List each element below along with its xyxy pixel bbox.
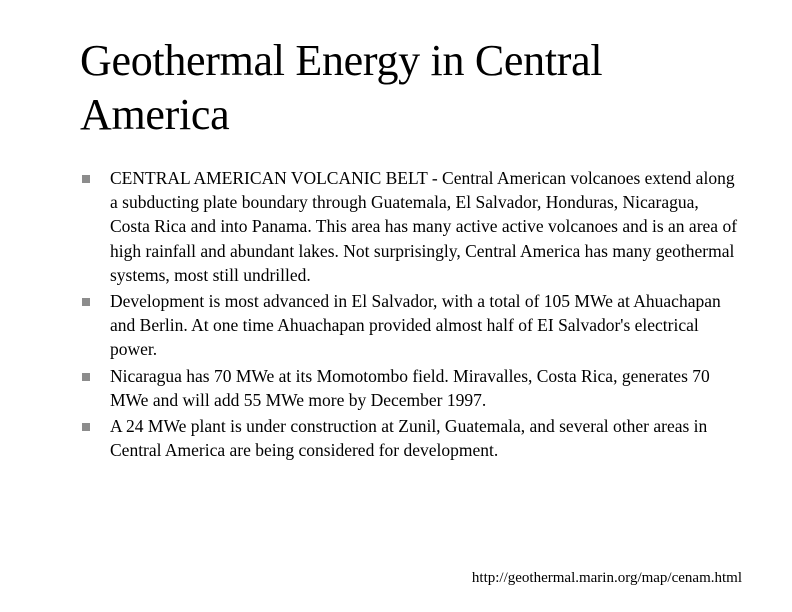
square-bullet-icon [82,175,90,183]
bullet-text: A 24 MWe plant is under construction at Zunil, Guatemala, and several other areas in Central America are being considered for development. [110,416,708,461]
bullet-item-nicaragua-costa-rica [80,364,740,412]
square-bullet-icon [82,423,90,431]
bullet-list [80,166,740,464]
bullet-item-guatemala [80,414,740,462]
bullet-text: CENTRAL AMERICAN VOLCANIC BELT - Central American volcanoes extend along a subducting plate boundary through Guatemala, El Salvador, Honduras, Nicaragua, Costa Rica and into Panama. This area has many active active volcanoes and is an area of high rainfall and abundant lakes. Not surprisingly, Central America has many geothermal systems, most still undrilled. [110,168,738,285]
bullet-text: Development is most advanced in El Salvador, with a total of 105 MWe at Ahuachapan and Berlin. At one time Ahuachapan provided almost half of EI Salvador's electrical power. [110,291,721,360]
square-bullet-icon [82,373,90,381]
source-url: http://geothermal.marin.org/map/cenam.html [471,570,742,586]
bullet-item-el-salvador [80,289,740,362]
bullet-item-volcanic-belt [80,166,740,287]
bullet-text: Nicaragua has 70 MWe at its Momotombo field. Miravalles, Costa Rica, generates 70 MWe and will add 55 MWe more by December 1997. [110,365,710,410]
slide-title: Geothermal Energy in Central America [80,36,603,139]
square-bullet-icon [82,298,90,306]
